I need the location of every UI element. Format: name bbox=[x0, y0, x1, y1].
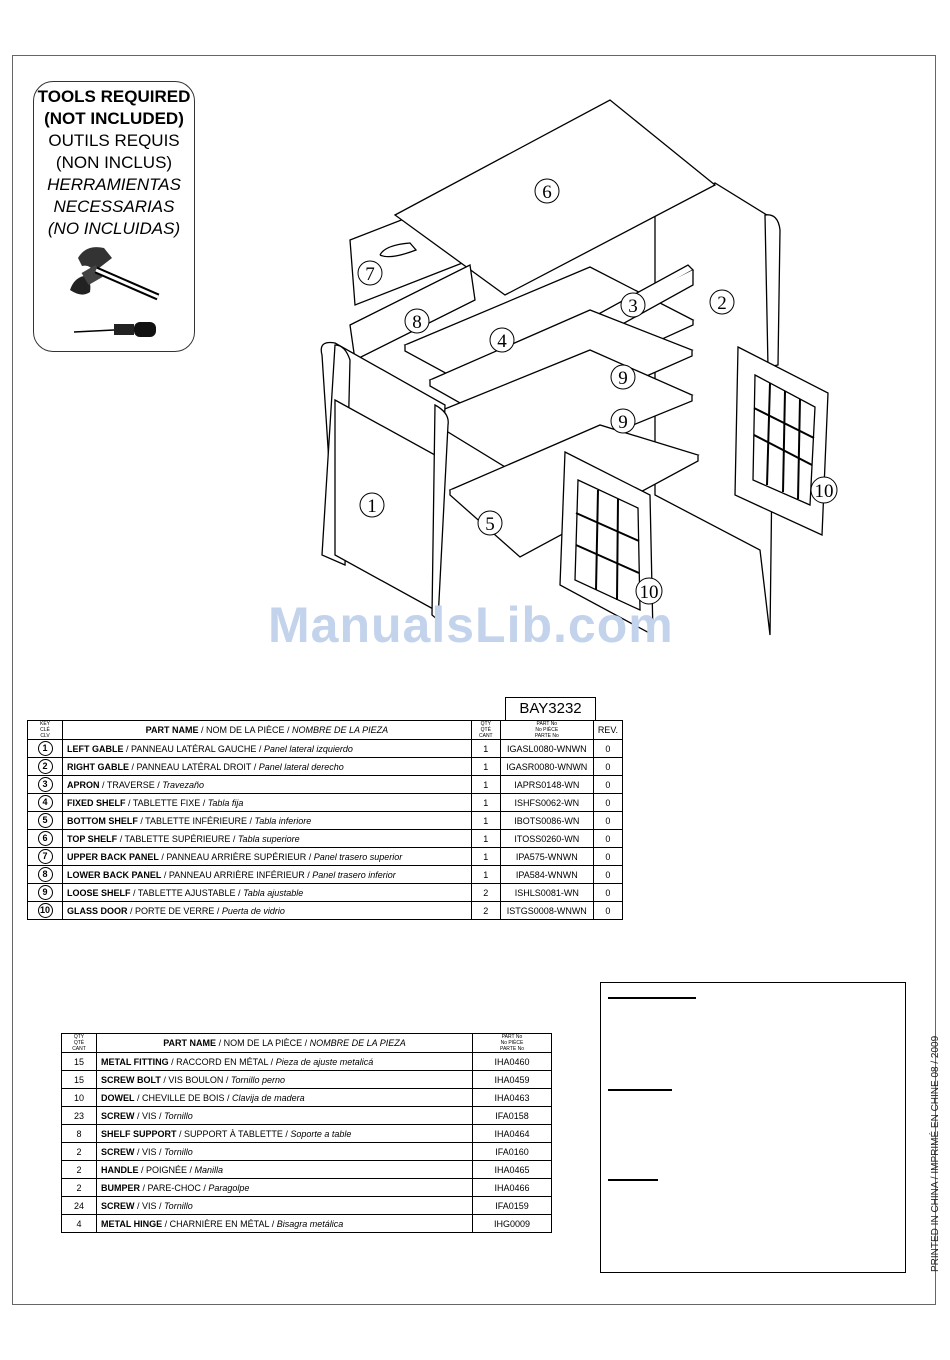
part-no-cell: IAPRS0148-WN bbox=[500, 776, 593, 794]
rev-cell: 0 bbox=[593, 902, 622, 920]
key-cell bbox=[28, 758, 63, 776]
name-en: METAL FITTING bbox=[101, 1056, 169, 1067]
name-en: FIXED SHELF bbox=[67, 797, 126, 808]
name-en: SHELF SUPPORT bbox=[101, 1128, 177, 1139]
watermark: ManualsLib.com bbox=[268, 597, 674, 653]
name-fr: / POIGNÉE / bbox=[138, 1164, 195, 1175]
tools-line: HERRAMIENTAS bbox=[47, 175, 181, 194]
name-es: Bisagra metálica bbox=[276, 1218, 344, 1229]
hardware-row bbox=[62, 1143, 552, 1161]
name-fr: / PANNEAU LATÉRAL GAUCHE / bbox=[123, 743, 264, 754]
name-fr: / TRAVERSE / bbox=[99, 779, 163, 790]
svg-text:2: 2 bbox=[717, 293, 727, 314]
qty-cell: 10 bbox=[62, 1089, 97, 1107]
part-name-cell bbox=[63, 902, 472, 920]
name-es: Panel trasero superior bbox=[313, 851, 403, 862]
name-fr: / SUPPORT À TABLETTE / bbox=[176, 1128, 291, 1139]
name-en: BUMPER bbox=[101, 1182, 141, 1193]
rev-cell: 0 bbox=[593, 776, 622, 794]
name-en: SCREW bbox=[101, 1110, 135, 1121]
notes-rule bbox=[608, 1089, 672, 1091]
parts-row bbox=[28, 902, 623, 920]
key-badge: 8 bbox=[38, 867, 53, 882]
svg-text:4: 4 bbox=[497, 331, 507, 352]
screwdriver-icon bbox=[74, 322, 156, 337]
rev-cell: 0 bbox=[593, 758, 622, 776]
notes-rule bbox=[608, 1179, 658, 1181]
name-fr: / TABLETTE SUPÉRIEURE / bbox=[117, 833, 238, 844]
notes-box bbox=[600, 982, 906, 1273]
part-name-cell bbox=[63, 812, 472, 830]
part-no-cell: IHA0459 bbox=[473, 1071, 552, 1089]
key-badge: 10 bbox=[38, 903, 53, 918]
qty-cell: 1 bbox=[471, 740, 500, 758]
part-no-cell: ISTGS0008-WNWN bbox=[500, 902, 593, 920]
name-en: LEFT GABLE bbox=[67, 743, 124, 754]
rev-cell: 0 bbox=[593, 884, 622, 902]
part-name-cell bbox=[63, 848, 472, 866]
qty-cell: 1 bbox=[471, 758, 500, 776]
part-no-cell: IHA0464 bbox=[473, 1125, 552, 1143]
name-fr: / PANNEAU ARRIÈRE SUPÉRIEUR / bbox=[158, 851, 314, 862]
rev-cell: 0 bbox=[593, 848, 622, 866]
qty-cell: 2 bbox=[62, 1143, 97, 1161]
qty-cell: 1 bbox=[471, 830, 500, 848]
part-name-cell bbox=[97, 1071, 473, 1089]
callout-6 bbox=[535, 179, 559, 203]
part-no-cell: IBOTS0086-WN bbox=[500, 812, 593, 830]
hardware-row bbox=[62, 1107, 552, 1125]
key-cell bbox=[28, 848, 63, 866]
name-es: Travezaño bbox=[162, 779, 205, 790]
name-es: Panel trasero inferior bbox=[312, 869, 396, 880]
part-name-cell bbox=[63, 884, 472, 902]
name-en: GLASS DOOR bbox=[67, 905, 128, 916]
name-fr: / TABLETTE FIXE / bbox=[125, 797, 208, 808]
name-fr: / TABLETTE AJUSTABLE / bbox=[130, 887, 244, 898]
name-en: UPPER BACK PANEL bbox=[67, 851, 159, 862]
hardware-row bbox=[62, 1197, 552, 1215]
svg-text:8: 8 bbox=[412, 312, 422, 333]
qty-cell: 2 bbox=[471, 884, 500, 902]
key-badge: 2 bbox=[38, 759, 53, 774]
name-fr: / CHARNIÈRE EN MÉTAL / bbox=[162, 1218, 277, 1229]
qty-cell: 2 bbox=[471, 902, 500, 920]
callout-2 bbox=[710, 290, 734, 314]
key-badge: 4 bbox=[38, 795, 53, 810]
part-no-header: PART No No PIÈCE PARTE No bbox=[500, 721, 593, 740]
svg-text:1: 1 bbox=[367, 496, 377, 517]
callout-9 bbox=[611, 409, 635, 433]
name-es: Clavija de madera bbox=[232, 1092, 305, 1103]
tools-line: TOOLS REQUIRED bbox=[37, 87, 191, 106]
part-name-cell bbox=[97, 1107, 473, 1125]
rev-cell: 0 bbox=[593, 866, 622, 884]
name-es: Tabla ajustable bbox=[243, 887, 304, 898]
parts-row bbox=[28, 776, 623, 794]
parts-row bbox=[28, 794, 623, 812]
name-en: SCREW bbox=[101, 1146, 135, 1157]
part-name-cell bbox=[63, 794, 472, 812]
part-name-header: PART NAME / NOM DE LA PIÈCE / NOMBRE DE LA PIEZA bbox=[63, 721, 472, 740]
callout-3 bbox=[621, 293, 645, 317]
part-no-cell: IFA0158 bbox=[473, 1107, 552, 1125]
callout-4 bbox=[490, 328, 514, 352]
part-no-cell: IHA0463 bbox=[473, 1089, 552, 1107]
part-no-cell: IFA0159 bbox=[473, 1197, 552, 1215]
svg-text:10: 10 bbox=[814, 481, 834, 502]
parts-row bbox=[28, 812, 623, 830]
tools-required-box bbox=[33, 81, 195, 352]
part-no-cell: ITOSS0260-WN bbox=[500, 830, 593, 848]
part-name-cell bbox=[97, 1053, 473, 1071]
part-no-cell: IGASL0080-WNWN bbox=[500, 740, 593, 758]
hardware-row bbox=[62, 1179, 552, 1197]
name-es: Paragolpe bbox=[208, 1182, 250, 1193]
tools-line: NECESSARIAS bbox=[53, 197, 175, 216]
rev-cell: 0 bbox=[593, 794, 622, 812]
name-fr: / PORTE DE VERRE / bbox=[127, 905, 222, 916]
part-no-cell: IHG0009 bbox=[473, 1215, 552, 1233]
hardware-row bbox=[62, 1053, 552, 1071]
qty-cell: 2 bbox=[62, 1161, 97, 1179]
hammer-icon bbox=[70, 247, 158, 297]
name-fr: / TABLETTE INFÉRIEURE / bbox=[137, 815, 255, 826]
part-name-cell bbox=[63, 776, 472, 794]
part-no-cell: IPA575-WNWN bbox=[500, 848, 593, 866]
part-name-cell bbox=[63, 830, 472, 848]
key-cell bbox=[28, 776, 63, 794]
parts-row bbox=[28, 830, 623, 848]
name-es: Panel lateral derecho bbox=[258, 761, 344, 772]
name-en: APRON bbox=[67, 779, 100, 790]
part-name-cell bbox=[63, 758, 472, 776]
parts-table bbox=[27, 720, 623, 920]
parts-row bbox=[28, 740, 623, 758]
printed-note: PRINTED IN CHINA / IMPRIMÉ EN CHINE 08 / 2009 bbox=[930, 1035, 941, 1272]
qty-cell: 1 bbox=[471, 794, 500, 812]
part-no-cell: IHA0460 bbox=[473, 1053, 552, 1071]
hardware-row bbox=[62, 1125, 552, 1143]
name-en: SCREW BOLT bbox=[101, 1074, 161, 1085]
qty-cell: 1 bbox=[471, 848, 500, 866]
svg-text:9: 9 bbox=[618, 368, 628, 389]
tools-line: (NO INCLUIDAS) bbox=[47, 219, 181, 238]
name-fr: / VIS BOULON / bbox=[160, 1074, 231, 1085]
key-cell bbox=[28, 812, 63, 830]
key-header: KEY CLÉ CLV bbox=[28, 721, 63, 740]
name-es: Soporte a table bbox=[290, 1128, 352, 1139]
part-name-cell bbox=[97, 1143, 473, 1161]
qty-cell: 1 bbox=[471, 812, 500, 830]
name-en: METAL HINGE bbox=[101, 1218, 163, 1229]
part-no-cell: ISHFS0062-WN bbox=[500, 794, 593, 812]
key-badge: 7 bbox=[38, 849, 53, 864]
name-es: Tornillo bbox=[164, 1146, 193, 1157]
part-no-cell: IFA0160 bbox=[473, 1143, 552, 1161]
part-name-cell bbox=[97, 1179, 473, 1197]
part-no-cell: IHA0466 bbox=[473, 1179, 552, 1197]
key-badge: 6 bbox=[38, 831, 53, 846]
name-es: Manilla bbox=[194, 1164, 224, 1175]
key-badge: 5 bbox=[38, 813, 53, 828]
notes-rule bbox=[608, 997, 696, 999]
callout-7 bbox=[358, 261, 382, 285]
hardware-row bbox=[62, 1215, 552, 1233]
callout-9 bbox=[611, 365, 635, 389]
part-name-cell bbox=[97, 1125, 473, 1143]
qty-cell: 8 bbox=[62, 1125, 97, 1143]
name-fr: / PANNEAU LATÉRAL DROIT / bbox=[129, 761, 259, 772]
tools-line: (NOT INCLUDED) bbox=[44, 109, 184, 128]
callout-1 bbox=[360, 493, 384, 517]
svg-text:5: 5 bbox=[485, 514, 495, 535]
qty-header: QTY QTÉ CANT bbox=[62, 1034, 97, 1053]
name-en: LOOSE SHELF bbox=[67, 887, 131, 898]
name-en: TOP SHELF bbox=[67, 833, 118, 844]
name-es: Tabla inferiore bbox=[254, 815, 312, 826]
part-no-cell: IGASR0080-WNWN bbox=[500, 758, 593, 776]
callout-10 bbox=[811, 477, 837, 503]
key-cell bbox=[28, 740, 63, 758]
hardware-row bbox=[62, 1071, 552, 1089]
rev-header: REV. bbox=[593, 721, 622, 740]
name-en: HANDLE bbox=[101, 1164, 139, 1175]
qty-header: QTY QTÉ CANT bbox=[471, 721, 500, 740]
name-es: Tornillo bbox=[164, 1110, 193, 1121]
name-en: LOWER BACK PANEL bbox=[67, 869, 162, 880]
callout-8 bbox=[405, 309, 429, 333]
qty-cell: 1 bbox=[471, 776, 500, 794]
part-no-cell: IHA0465 bbox=[473, 1161, 552, 1179]
name-en: DOWEL bbox=[101, 1092, 135, 1103]
qty-cell: 2 bbox=[62, 1179, 97, 1197]
name-fr: / VIS / bbox=[134, 1200, 165, 1211]
name-es: Pieza de ajuste metalicá bbox=[275, 1056, 374, 1067]
name-fr: / CHEVILLE DE BOIS / bbox=[134, 1092, 233, 1103]
part-name-header: PART NAME / NOM DE LA PIÈCE / NOMBRE DE LA PIEZA bbox=[97, 1034, 473, 1053]
part-name-cell bbox=[63, 740, 472, 758]
callout-5 bbox=[478, 511, 502, 535]
svg-text:10: 10 bbox=[639, 582, 659, 603]
key-badge: 1 bbox=[38, 741, 53, 756]
part-no-cell: IPA584-WNWN bbox=[500, 866, 593, 884]
key-badge: 3 bbox=[38, 777, 53, 792]
parts-row bbox=[28, 866, 623, 884]
hardware-row bbox=[62, 1089, 552, 1107]
svg-text:9: 9 bbox=[618, 412, 628, 433]
qty-cell: 15 bbox=[62, 1071, 97, 1089]
name-fr: / VIS / bbox=[134, 1146, 165, 1157]
model-code: BAY3232 bbox=[505, 697, 596, 720]
key-cell bbox=[28, 884, 63, 902]
part-name-cell bbox=[97, 1089, 473, 1107]
parts-row bbox=[28, 884, 623, 902]
parts-row bbox=[28, 758, 623, 776]
part-name-cell bbox=[97, 1161, 473, 1179]
key-cell bbox=[28, 830, 63, 848]
hardware-table bbox=[61, 1033, 552, 1233]
name-fr: / PARE-CHOC / bbox=[140, 1182, 209, 1193]
qty-cell: 24 bbox=[62, 1197, 97, 1215]
svg-text:6: 6 bbox=[542, 182, 552, 203]
parts-header-row bbox=[28, 721, 623, 740]
qty-cell: 1 bbox=[471, 866, 500, 884]
name-es: Tornillo perno bbox=[230, 1074, 286, 1085]
name-es: Panel lateral izquierdo bbox=[263, 743, 353, 754]
name-es: Tornillo bbox=[164, 1200, 193, 1211]
name-en: RIGHT GABLE bbox=[67, 761, 129, 772]
rev-cell: 0 bbox=[593, 812, 622, 830]
exploded-diagram bbox=[310, 95, 850, 640]
name-en: BOTTOM SHELF bbox=[67, 815, 138, 826]
name-en: SCREW bbox=[101, 1200, 135, 1211]
parts-row bbox=[28, 848, 623, 866]
part-name-cell bbox=[97, 1197, 473, 1215]
svg-text:7: 7 bbox=[365, 264, 375, 285]
key-badge: 9 bbox=[38, 885, 53, 900]
name-es: Puerta de vidrio bbox=[221, 905, 285, 916]
qty-cell: 15 bbox=[62, 1053, 97, 1071]
tools-line: OUTILS REQUIS bbox=[48, 131, 180, 150]
rev-cell: 0 bbox=[593, 830, 622, 848]
key-cell bbox=[28, 902, 63, 920]
name-es: Tabla fija bbox=[207, 797, 244, 808]
tools-line: (NON INCLUS) bbox=[55, 153, 173, 172]
rev-cell: 0 bbox=[593, 740, 622, 758]
hardware-row bbox=[62, 1161, 552, 1179]
key-cell bbox=[28, 794, 63, 812]
name-fr: / PANNEAU ARRIÈRE INFÉRIEUR / bbox=[161, 869, 313, 880]
key-cell bbox=[28, 866, 63, 884]
part-no-cell: ISHLS0081-WN bbox=[500, 884, 593, 902]
svg-text:3: 3 bbox=[628, 296, 638, 317]
hardware-header-row bbox=[62, 1034, 552, 1053]
part-name-cell bbox=[97, 1215, 473, 1233]
part-no-header: PART No No PIÈCE PARTE No bbox=[473, 1034, 552, 1053]
name-fr: / VIS / bbox=[134, 1110, 165, 1121]
name-es: Tabla superiore bbox=[237, 833, 300, 844]
part-name-cell bbox=[63, 866, 472, 884]
qty-cell: 4 bbox=[62, 1215, 97, 1233]
qty-cell: 23 bbox=[62, 1107, 97, 1125]
name-fr: / RACCORD EN MÉTAL / bbox=[168, 1056, 276, 1067]
